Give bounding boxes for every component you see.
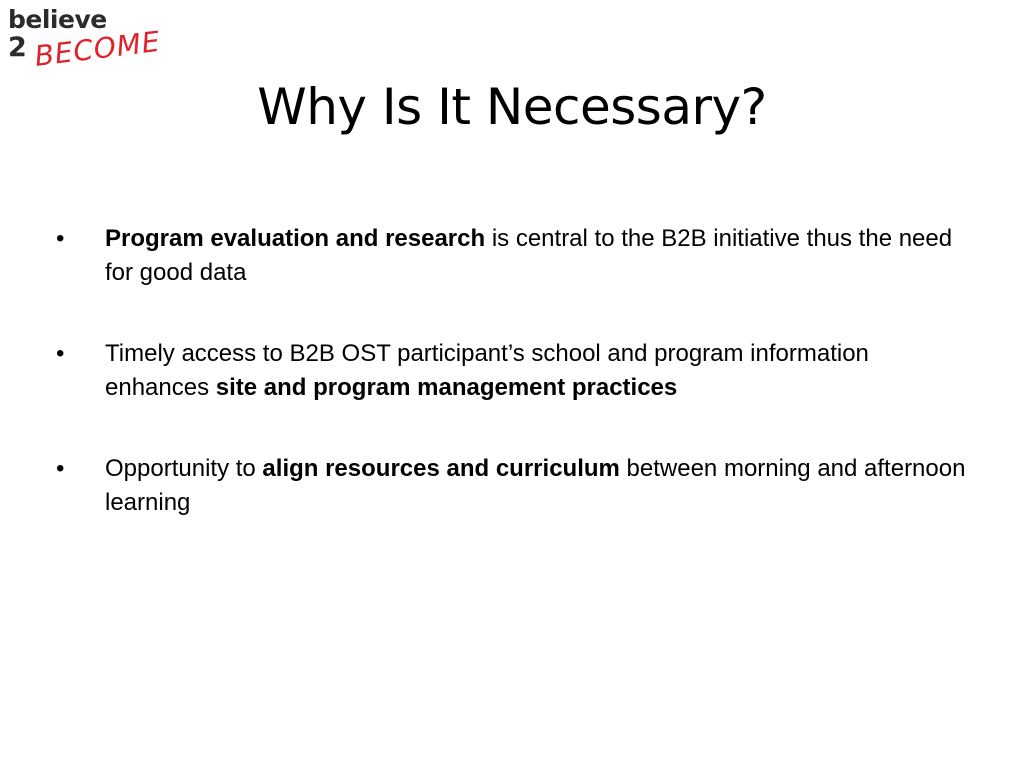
bullet-list xyxy=(52,222,972,567)
bullet-marker: • xyxy=(56,340,65,367)
bullet-2-emphasis: site and program management practices xyxy=(215,374,678,401)
bullet-item-2 xyxy=(52,337,972,405)
logo-line2: BECOME xyxy=(32,24,163,73)
bullet-marker: • xyxy=(56,455,65,482)
logo-line1: believe xyxy=(8,5,107,34)
bullet-2-text: Timely access to B2B OST participant’s school and program information enhances xyxy=(105,340,869,401)
bullet-1-emphasis: Program evaluation and research xyxy=(105,225,486,252)
bullet-3-text-end: between morning and afternoon learning xyxy=(105,455,966,516)
believe2become-logo xyxy=(6,4,186,74)
bullet-item-3 xyxy=(52,452,972,520)
bullet-1-text: is central to the B2B initiative thus the need for good data xyxy=(105,225,953,286)
logo-digit: 2 xyxy=(8,32,27,63)
bullet-3-emphasis: align resources and curriculum xyxy=(262,455,620,482)
slide-title: Why Is It Necessary? xyxy=(257,78,767,136)
bullet-3-text-start: Opportunity to xyxy=(105,455,263,482)
bullet-marker: • xyxy=(56,225,65,252)
bullet-item-1 xyxy=(52,222,972,290)
